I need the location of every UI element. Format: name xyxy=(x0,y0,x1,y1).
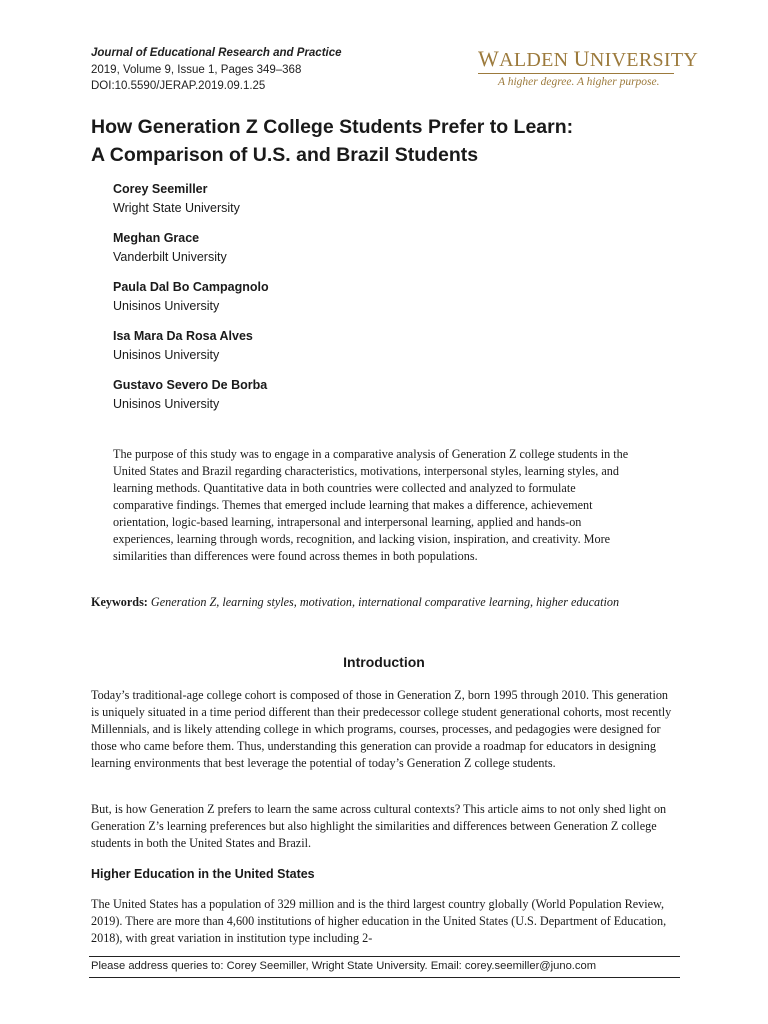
body-paragraph: The United States has a population of 329 million and is the third largest country globally (World Population Review, 2019). There are more than 4,600 institutions of higher education in the United States (U.S. Department of Education, 2018), with great variation in institution type including 2- xyxy=(91,897,667,945)
logo-rule xyxy=(478,73,674,74)
author-entry xyxy=(113,278,269,316)
body-paragraph: But, is how Generation Z prefers to learn the same across cultural contexts? This article aims to not only shed light on Generation Z’s learning preferences but also highlight the similarities and differences between Generation Z college students in both the United States and Brazil. xyxy=(91,802,667,850)
title-line-1: How Generation Z College Students Prefer to Learn: xyxy=(91,116,574,138)
author-entry xyxy=(113,376,269,414)
logo-tagline: A higher degree. A higher purpose. xyxy=(498,76,660,88)
footer-divider xyxy=(89,956,680,957)
title-line-2: A Comparison of U.S. and Brazil Students xyxy=(91,144,479,166)
author-name: Isa Mara Da Rosa Alves xyxy=(113,329,253,343)
author-entry xyxy=(113,180,269,218)
section-heading-introduction: Introduction xyxy=(343,654,425,670)
author-affiliation: Wright State University xyxy=(113,201,240,215)
author-affiliation: Unisinos University xyxy=(113,299,220,313)
keywords-text: Generation Z, learning styles, motivation, international comparative learning, higher education xyxy=(150,595,620,609)
walden-university-logo xyxy=(478,46,699,88)
body-paragraph: Today’s traditional-age college cohort is composed of those in Generation Z, born 1995 through 2010. This generation is uniquely situated in a time period different than their predecessor college student generational cohorts, most recently Millennials, and is likely attending college in which programs, courses, processes, and pedagogies were designed for those who came before them. Thus, understanding this generation can provide a roadmap for educators in designing learning environments that best leverage the potential of today’s Generation Z college students. xyxy=(91,688,672,770)
author-affiliation: Vanderbilt University xyxy=(113,250,227,264)
keywords xyxy=(91,594,681,612)
journal-header xyxy=(91,45,342,95)
journal-name: Journal of Educational Research and Practice xyxy=(91,47,342,59)
author-entry xyxy=(113,229,269,267)
author-name: Meghan Grace xyxy=(113,231,200,245)
paper-title xyxy=(91,113,691,169)
author-affiliation: Unisinos University xyxy=(113,397,220,411)
logo-wordmark: WALDEN UNIVERSITY xyxy=(478,46,699,71)
volume-line: 2019, Volume 9, Issue 1, Pages 349–368 xyxy=(91,63,302,76)
author-name: Paula Dal Bo Campagnolo xyxy=(113,280,269,294)
author-entry xyxy=(113,327,269,365)
footer-divider xyxy=(89,977,680,978)
author-affiliation: Unisinos University xyxy=(113,348,220,362)
subsection-heading: Higher Education in the United States xyxy=(91,867,315,881)
correspondence-footer: Please address queries to: Corey Seemiller, Wright State University. Email: corey.seemiller@juno.com xyxy=(91,960,597,972)
author-name: Corey Seemiller xyxy=(113,182,208,196)
doi-line: DOI:10.5590/JERAP.2019.09.1.25 xyxy=(91,80,266,92)
author-name: Gustavo Severo De Borba xyxy=(113,378,268,392)
abstract: The purpose of this study was to engage in a comparative analysis of Generation Z college students in the United States and Brazil regarding characteristics, motivations, interpersonal styles, learning styles, and learning methods. Quantitative data in both countries were collected and analyzed to formulate comparative findings. Themes that emerged include learning that makes a difference, achievement orientation, logic-based learning, intrapersonal and interpersonal learning, applied and hands-on experiences, learning through words, recognition, and lacking vision, inspiration, and creativity. More similarities than differences were found across themes in both populations. xyxy=(113,447,629,563)
keywords-label: Keywords: xyxy=(91,595,148,609)
author-list xyxy=(113,180,269,425)
